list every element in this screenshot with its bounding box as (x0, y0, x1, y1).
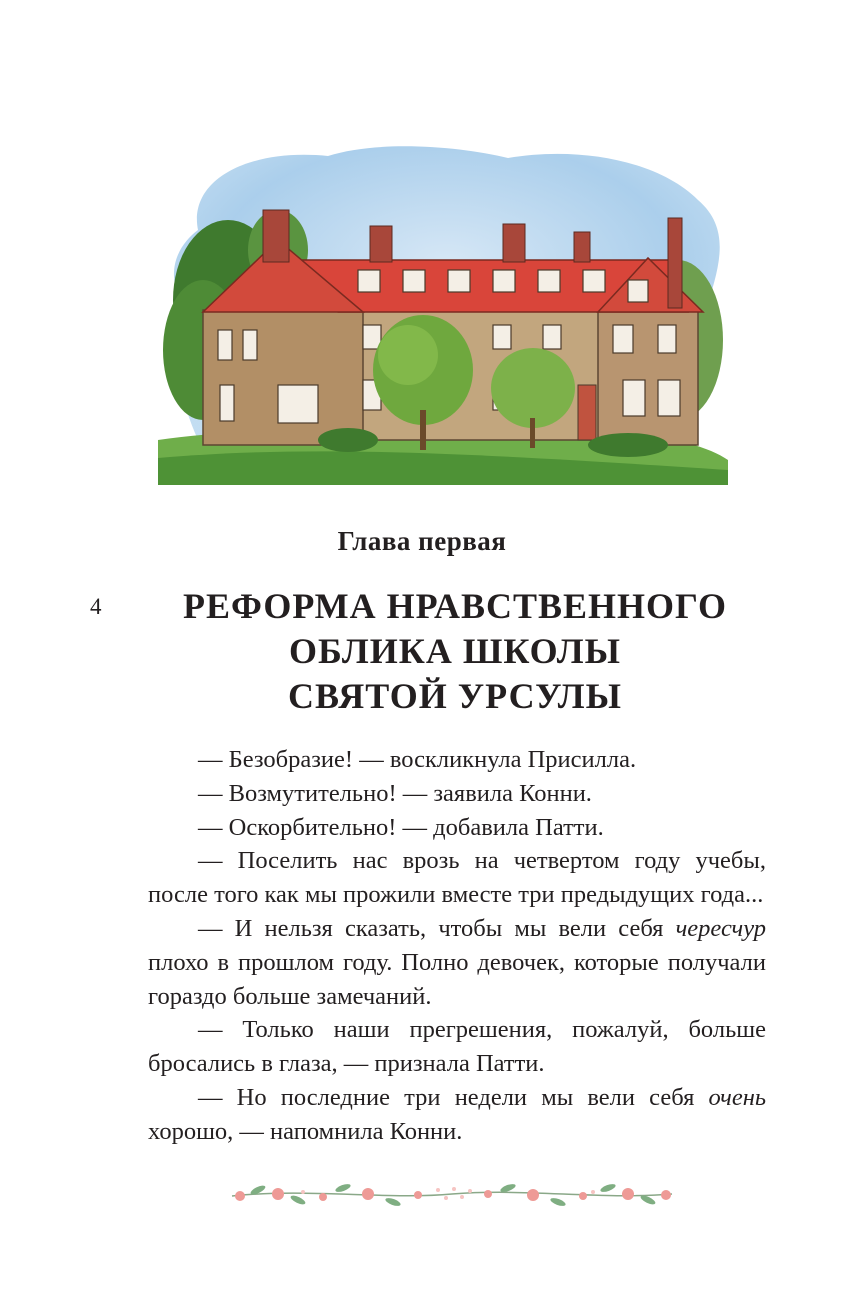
paragraph-text: — Безобразие! — воскликнула Присилла. (198, 746, 637, 773)
chapter-title-line: СВЯТОЙ УРСУЛЫ (288, 676, 622, 716)
paragraph (148, 811, 766, 845)
paragraph (148, 743, 766, 777)
chapter-title (150, 584, 760, 719)
paragraph-text: — Поселить нас врозь на четвертом году учебы, после того как мы прожили вместе три предыдущих года... (148, 847, 766, 909)
paragraph (148, 1081, 766, 1149)
chapter-label: Глава первая (337, 526, 507, 556)
paragraph-text: — Только наши прегрешения, пожалуй, больше бросались в глаза, — признала Патти. (148, 1016, 766, 1078)
paragraph-text: — И нельзя сказать, чтобы мы вели себя (198, 914, 676, 942)
paragraph-text: — Возмутительно! — заявила Конни. (198, 779, 592, 807)
paragraph (148, 844, 766, 912)
emphasized-word: очень (708, 1083, 766, 1111)
chapter-title-line: РЕФОРМА НРАВСТВЕННОГО (182, 586, 728, 626)
paragraph-text: плохо в прошлом году. Полно девочек, которые получали гораздо больше замечаний. (148, 948, 766, 1010)
paragraph (148, 1013, 766, 1081)
paragraph-text: — Оскорбительно! — добавила Патти. (198, 813, 604, 841)
paragraph-text: хорошо, — напомнила Конни. (148, 1117, 463, 1145)
paragraph (148, 777, 766, 811)
page-number: 4 (90, 594, 102, 619)
emphasized-word: чересчур (675, 914, 766, 942)
paragraph (148, 912, 766, 1013)
chapter-title-line: ОБЛИКА ШКОЛЫ (289, 631, 621, 671)
paragraph-text: — Но последние три недели мы вели себя (198, 1083, 709, 1111)
body-text (148, 743, 766, 1149)
floral-divider-ornament (228, 1170, 676, 1218)
manor-house-illustration (158, 140, 728, 485)
